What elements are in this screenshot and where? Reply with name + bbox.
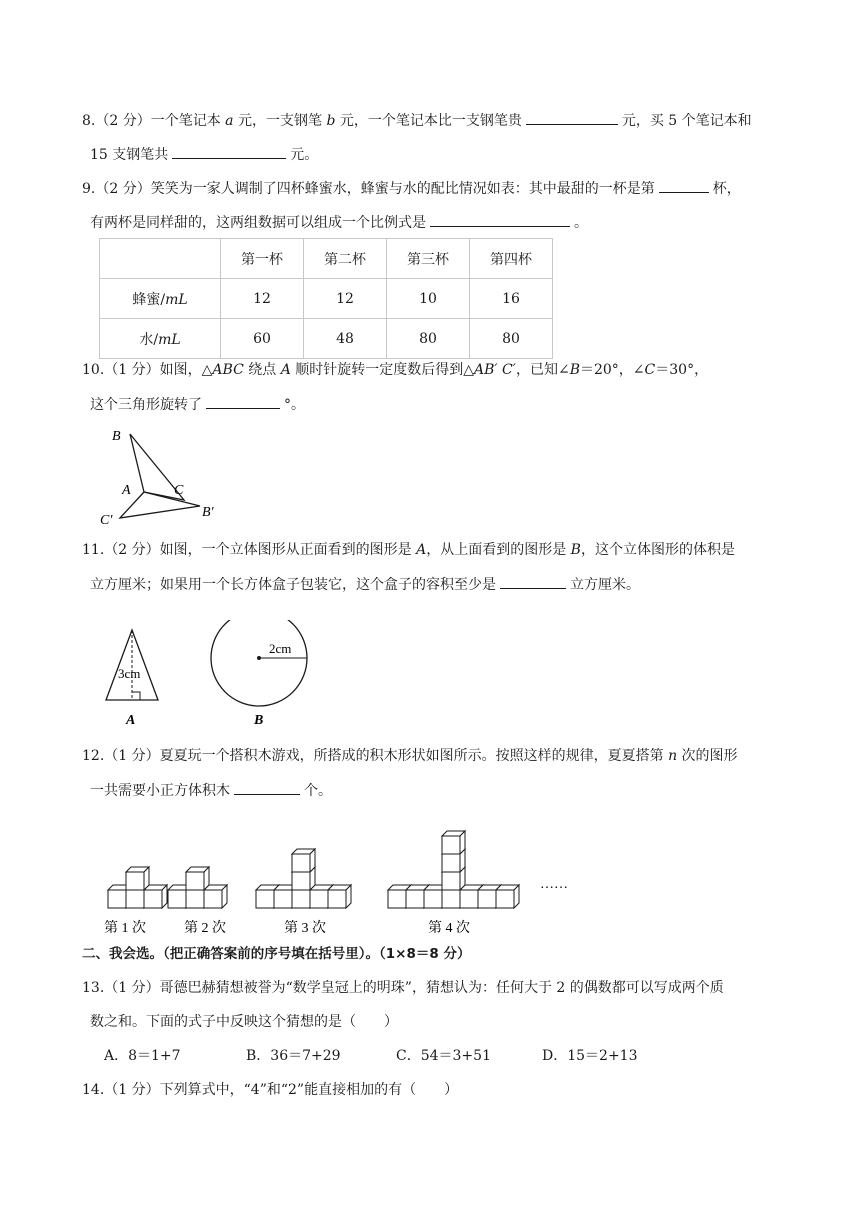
table-row [100, 279, 553, 319]
q12-text: 个。 [304, 783, 332, 799]
q12-score: （1 分） [104, 748, 160, 764]
caption-step-4: 第 4 次 [428, 921, 470, 936]
q13-text: 数之和。下面的式子中反映这个猜想的是（ ） [90, 1014, 398, 1030]
triangle-ab2c2-shape [120, 492, 200, 518]
q11-text: 立方厘米。 [570, 577, 640, 593]
block-cube [186, 867, 209, 890]
answer-blank[interactable] [526, 110, 618, 125]
q10-text: 这个三角形旋转了 [90, 397, 202, 413]
q8-score: （2 分） [95, 113, 151, 129]
solid-figure-views [96, 620, 316, 732]
section-2-title: 二、我会选。（把正确答案前的序号填在括号里）。（1×8＝8 分） [82, 946, 471, 962]
q10-text: ＝30°， [655, 362, 709, 378]
q8-line-1 [82, 110, 752, 131]
triangle-abc: ABC [212, 362, 244, 378]
top-view-circle [211, 620, 307, 728]
q12-text: 夏夏玩一个搭积木游戏，所搭成的积木形状如图所示。按照这样的规律，夏夏搭第 [159, 748, 669, 764]
option-b[interactable]: B．36＝7+29 [246, 1048, 341, 1064]
table-header-cell [100, 239, 221, 279]
height-label: 3cm [118, 666, 141, 681]
table-header-cell: 第一杯 [221, 239, 304, 279]
answer-blank[interactable] [659, 178, 709, 193]
block-stacks [108, 831, 519, 908]
var-b: B [570, 542, 581, 558]
angle-c: C [644, 362, 656, 378]
q13-score: （1 分） [104, 980, 160, 996]
q11-text: ，从上面看到的图形是 [426, 542, 571, 558]
front-view-triangle [106, 630, 158, 728]
row-label-unit: mL [165, 291, 188, 308]
q13-line-1 [82, 978, 724, 998]
table-cell: 16 [470, 279, 553, 319]
answer-blank[interactable] [500, 574, 566, 589]
table-cell: 80 [387, 319, 470, 359]
block-cube [126, 867, 149, 890]
label-a: A [122, 483, 131, 498]
q10-text: ＝20°，∠ [579, 362, 645, 378]
label-c-prime: C′ [100, 513, 113, 528]
caption-step-3: 第 3 次 [284, 921, 326, 936]
q9-text: 杯， [712, 181, 741, 197]
table-row-label [100, 319, 221, 359]
label-c: C [174, 483, 184, 498]
q9-text: 。 [574, 215, 588, 231]
table-header-cell: 第三杯 [387, 239, 470, 279]
q8-text: 元，一支钢笔 [233, 113, 327, 129]
q12-line-1 [82, 746, 738, 766]
block-cube [328, 885, 351, 908]
q11-number: 11. [82, 542, 105, 558]
q8-text: 元，买 5 个笔记本和 [621, 113, 752, 129]
answer-blank[interactable] [172, 144, 286, 159]
option-c[interactable]: C．54＝3+51 [396, 1048, 491, 1064]
angle-b: B [569, 362, 580, 378]
table-cell: 12 [304, 279, 387, 319]
q13-text: 哥德巴赫猜想被誉为“数学皇冠上的明珠”，猜想认为：任何大于 2 的偶数都可以写成两个质 [159, 980, 724, 996]
label-b: B [112, 429, 121, 444]
q14-text: 下列算式中，“4”和“2”能直接相加的有（ ） [159, 1082, 459, 1098]
q14-line-1 [82, 1080, 458, 1100]
q9-number: 9. [82, 181, 96, 197]
block-cube [442, 831, 465, 854]
point-a: A [280, 362, 291, 378]
q8-number: 8. [82, 113, 96, 129]
q13-line-2 [90, 1012, 398, 1032]
q11-text: ，这个立体图形的体积是 [580, 542, 735, 558]
q12-text: 一共需要小正方体积木 [90, 783, 230, 799]
q8-line-2 [90, 144, 318, 165]
view-label-b: B [254, 713, 264, 728]
q13-options [104, 1046, 638, 1066]
q11-score: （2 分） [104, 542, 160, 558]
q12-text: 次的图形 [677, 748, 738, 764]
block-pattern-figure [96, 804, 596, 936]
q12-number: 12. [82, 748, 105, 764]
q9-line-2 [90, 212, 588, 233]
radius-label: 2cm [269, 641, 292, 656]
table-header-cell: 第四杯 [470, 239, 553, 279]
table-header-cell: 第二杯 [304, 239, 387, 279]
q10-text: °。 [284, 397, 305, 413]
q10-score: （1 分） [104, 362, 160, 378]
q14-score: （1 分） [104, 1082, 160, 1098]
q9-text: 有两杯是同样甜的，这两组数据可以组成一个比例式是 [90, 215, 426, 231]
q9-text: 笑笑为一家人调制了四杯蜂蜜水，蜂蜜与水的配比情况如表：其中最甜的一杯是第 [150, 181, 655, 197]
q13-number: 13. [82, 980, 105, 996]
caption-step-2: 第 2 次 [184, 921, 226, 936]
q10-text: 顺时针旋转一定度数后得到△ [290, 362, 475, 378]
rotation-triangle-figure [96, 420, 226, 530]
q8-text: 一个笔记本 [150, 113, 226, 129]
table-row [100, 319, 553, 359]
q11-text: 如图，一个立体图形从正面看到的图形是 [159, 542, 417, 558]
q14-number: 14. [82, 1082, 105, 1098]
var-a: A [416, 542, 427, 558]
q8-text: 15 支钢笔共 [90, 147, 169, 163]
q10-line-2 [90, 394, 305, 415]
ellipsis: …… [540, 877, 568, 892]
q11-line-1 [82, 540, 735, 560]
answer-blank[interactable] [206, 394, 280, 409]
answer-blank[interactable] [234, 780, 300, 795]
block-cube [292, 849, 315, 872]
q8-text: 元，一个笔记本比一支钢笔贵 [335, 113, 522, 129]
q9-line-1 [82, 178, 741, 199]
var-n: n [668, 748, 678, 764]
q10-line-1 [82, 360, 708, 380]
row-label-text: 蜂蜜/ [132, 291, 166, 308]
table-cell: 60 [221, 319, 304, 359]
q10-text: 如图，△ [159, 362, 213, 378]
honey-water-table [99, 238, 553, 359]
q9-score: （2 分） [95, 181, 151, 197]
block-cube [144, 885, 167, 908]
view-label-a: A [126, 713, 136, 728]
table-header-row [100, 239, 553, 279]
q11-line-2 [90, 574, 640, 595]
option-a[interactable]: A．8＝1+7 [104, 1048, 181, 1064]
var-a: a [225, 113, 234, 129]
q10-number: 10. [82, 362, 105, 378]
table-cell: 12 [221, 279, 304, 319]
table-row-label [100, 279, 221, 319]
triangle-ab2c2: AB′ C′ [474, 362, 516, 378]
q10-text: ，已知∠ [515, 362, 570, 378]
table-cell: 48 [304, 319, 387, 359]
var-b: b [326, 113, 336, 129]
row-label-text: 水/ [139, 331, 159, 348]
label-b-prime: B′ [202, 505, 214, 520]
table-cell: 10 [387, 279, 470, 319]
q12-line-2 [90, 780, 332, 801]
q11-text: 立方厘米；如果用一个长方体盒子包装它，这个盒子的容积至少是 [90, 577, 496, 593]
option-d[interactable]: D．15＝2+13 [542, 1048, 638, 1064]
q10-text: 绕点 [243, 362, 281, 378]
caption-step-1: 第 1 次 [104, 921, 146, 936]
block-cube [496, 885, 519, 908]
answer-blank[interactable] [430, 212, 570, 227]
table-cell: 80 [470, 319, 553, 359]
q8-text: 元。 [290, 147, 319, 163]
block-cube [204, 885, 227, 908]
row-label-unit: mL [158, 331, 181, 348]
